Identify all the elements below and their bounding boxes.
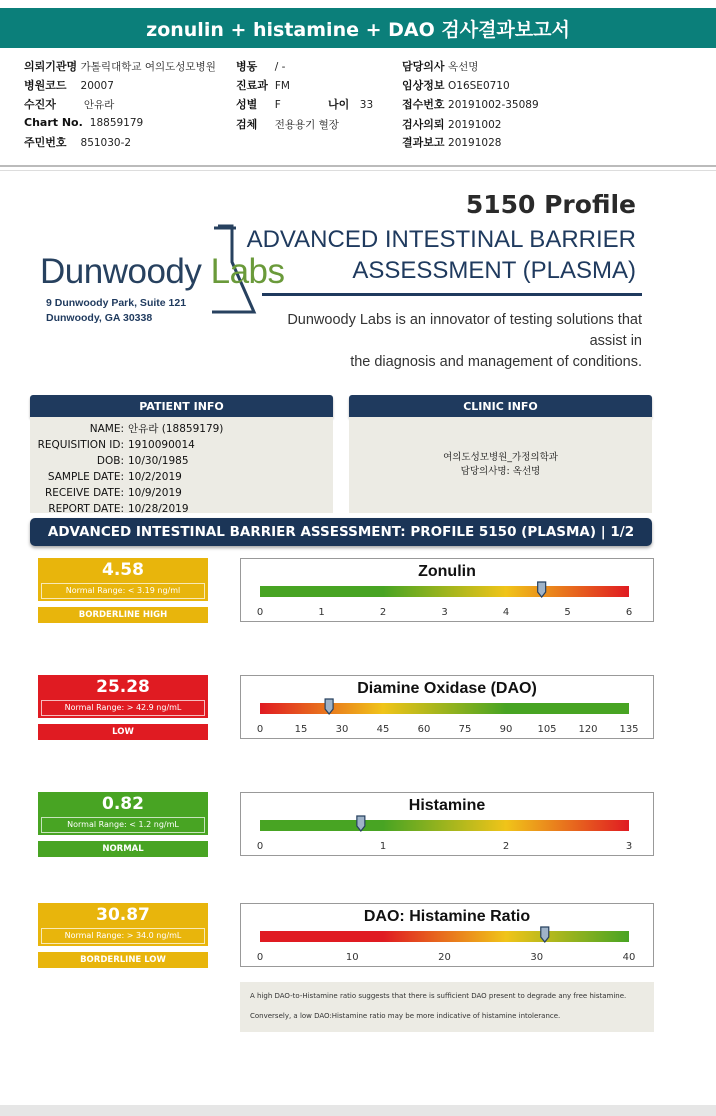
- patient-info-value: 1910090014: [128, 439, 195, 451]
- result-value: 30.87: [96, 905, 150, 925]
- gauge-title: Histamine: [408, 797, 486, 814]
- patient-info-row: [30, 469, 333, 485]
- ward-value: / -: [274, 61, 286, 73]
- result-normal-range: Normal Range: < 3.19 ng/ml: [41, 583, 205, 599]
- hospital-code-label: 병원코드: [24, 79, 67, 92]
- result-status-badge: LOW: [38, 724, 208, 740]
- gauge-title: Zonulin: [418, 563, 476, 580]
- department-label: 진료과: [236, 79, 268, 92]
- age-field: [328, 96, 373, 112]
- institution-label: 의뢰기관명: [24, 60, 78, 73]
- result-value-box: [38, 903, 208, 946]
- gauge-tick-label: 120: [578, 724, 598, 735]
- clinic-name: 여의도성모병원_가정의학과: [443, 452, 558, 463]
- result-value: 4.58: [102, 560, 144, 580]
- gauge-chart: [240, 675, 654, 739]
- specimen-label: 검체: [236, 118, 258, 131]
- footer-bar: [0, 1105, 716, 1116]
- resident-no-label: 주민번호: [24, 136, 67, 149]
- result-value-box: [38, 675, 208, 718]
- gauge-tick-label: 10: [345, 952, 359, 963]
- patient-info-value: 안유라 (18859179): [128, 423, 224, 435]
- receipt-no-value: 20191002-35089: [448, 99, 539, 111]
- patient-info-row: [30, 453, 333, 469]
- patient-field: [24, 96, 114, 112]
- patient-info-heading: PATIENT INFO: [30, 395, 333, 417]
- clinical-info-value: O16SE0710: [448, 80, 510, 92]
- specimen-value: 전용용기 혈장: [274, 119, 339, 131]
- doctor-field: [402, 58, 478, 74]
- test-request-label: 검사의뢰: [402, 118, 445, 131]
- gauge-tick-label: 15: [294, 724, 308, 735]
- patient-label: 수진자: [24, 98, 56, 111]
- result-value-box: [38, 558, 208, 601]
- result-report-value: 20191028: [448, 137, 502, 149]
- chart-no-value: 18859179: [89, 117, 144, 129]
- department-field: [236, 77, 290, 93]
- result-value: 0.82: [102, 794, 144, 814]
- patient-info-value: 10/28/2019: [128, 503, 189, 515]
- gauge-tick-label: 1: [318, 607, 325, 618]
- patient-info-label: SAMPLE DATE:: [47, 471, 124, 483]
- gauge-tick-label: 1: [379, 841, 387, 852]
- assessment-banner: ADVANCED INTESTINAL BARRIER ASSESSMENT: PROFILE 5150 (PLASMA) | 1/2: [30, 518, 652, 546]
- header-divider: [0, 165, 716, 167]
- clinic-info-heading: CLINIC INFO: [349, 395, 652, 417]
- ratio-note: [240, 982, 654, 1032]
- logo-word-dunwoody: Dunwoody: [40, 252, 211, 291]
- hospital-code-value: 20007: [80, 80, 114, 92]
- tagline-line1: Dunwoody Labs is an innovator of testing solutions that assist in: [287, 312, 642, 349]
- patient-info-label: REQUISITION ID:: [37, 439, 124, 451]
- gauge-tick-label: 90: [499, 724, 513, 735]
- lab-address-line2: Dunwoody, GA 30338: [46, 312, 153, 324]
- receipt-no-label: 접수번호: [402, 98, 445, 111]
- clinic-doctor: 담당의사명: 옥선명: [460, 466, 541, 477]
- gauge-chart: [240, 792, 654, 856]
- result-value-box: [38, 792, 208, 835]
- result-report-field: [402, 134, 501, 150]
- gauge-title: DAO: Histamine Ratio: [363, 908, 531, 925]
- profile-subtitle-line1: ADVANCED INTESTINAL BARRIER: [246, 226, 636, 253]
- patient-info-label: RECEIVE DATE:: [44, 487, 124, 499]
- ward-label: 병동: [236, 60, 258, 73]
- gauge-tick-label: 40: [622, 952, 636, 963]
- result-card: [38, 558, 208, 623]
- result-normal-range: Normal Range: < 1.2 ng/mL: [41, 817, 205, 833]
- gauge-tick-label: 0: [256, 607, 264, 618]
- result-normal-range: Normal Range: > 34.0 ng/mL: [41, 928, 205, 944]
- result-status-badge: BORDERLINE HIGH: [38, 607, 208, 623]
- patient-info-row: [30, 421, 333, 437]
- patient-info-row: [30, 501, 333, 517]
- patient-info-row: [30, 485, 333, 501]
- gauge-tick-label: 3: [441, 607, 448, 618]
- result-value: 25.28: [96, 677, 150, 697]
- tagline-line2: the diagnosis and management of conditions.: [350, 354, 642, 370]
- gauge-tick-label: 2: [502, 841, 510, 852]
- ratio-note-line2: Conversely, a low DAO:Histamine ratio may be more indicative of histamine intolerance.: [250, 1012, 561, 1020]
- gauge-tick-label: 0: [256, 952, 264, 963]
- gauge-tick-label: 75: [458, 724, 472, 735]
- sex-label: 성별: [236, 98, 258, 111]
- gauge-bar: [260, 820, 629, 831]
- specimen-field: [236, 116, 339, 132]
- patient-info-label: REPORT DATE:: [48, 503, 124, 515]
- patient-info-label: NAME:: [89, 423, 124, 435]
- patient-value: 안유라: [83, 99, 115, 111]
- patient-info-value: 10/9/2019: [128, 487, 182, 499]
- lab-tagline: [262, 310, 642, 373]
- logo-word-labs: Labs: [210, 252, 285, 291]
- report-title: zonulin + histamine + DAO 검사결과보고서: [0, 8, 716, 48]
- gauge-svg: [241, 904, 655, 968]
- gauge-bar: [260, 703, 629, 714]
- gauge-tick-label: 4: [502, 607, 510, 618]
- gauge-tick-label: 0: [256, 724, 264, 735]
- chart-no-field: [24, 116, 143, 129]
- result-card: [38, 792, 208, 857]
- age-label: 나이: [328, 98, 350, 111]
- gauge-svg: [241, 559, 655, 623]
- gauge-tick-label: 0: [256, 841, 264, 852]
- patient-info-label: DOB:: [96, 455, 124, 467]
- chart-no-label: Chart No.: [24, 116, 83, 129]
- sex-value: F: [274, 99, 281, 111]
- resident-no-value: 851030-2: [80, 137, 132, 149]
- logo-rule-divider: [262, 293, 642, 296]
- gauge-tick-label: 105: [537, 724, 557, 735]
- gauge-tick-label: 30: [335, 724, 349, 735]
- clinic-info-panel: [349, 417, 652, 513]
- ward-field: [236, 58, 285, 74]
- result-status-badge: BORDERLINE LOW: [38, 952, 208, 968]
- patient-info-value: 10/30/1985: [128, 455, 189, 467]
- gauge-bar: [260, 931, 629, 942]
- gauge-tick-label: 2: [379, 607, 387, 618]
- receipt-no-field: [402, 96, 539, 112]
- patient-info-value: 10/2/2019: [128, 471, 182, 483]
- gauge-tick-label: 60: [417, 724, 431, 735]
- patient-info-panel: [30, 417, 333, 513]
- gauge-tick-label: 5: [564, 607, 571, 618]
- ratio-note-line1: A high DAO-to-Histamine ratio suggests that there is sufficient DAO present to degrade any free histamine.: [250, 992, 627, 1000]
- lab-address: [46, 296, 186, 326]
- clinical-info-label: 임상정보: [402, 79, 445, 92]
- profile-title: 5150 Profile: [465, 190, 636, 219]
- result-card: [38, 903, 208, 968]
- gauge-tick-label: 20: [438, 952, 451, 963]
- result-status-badge: NORMAL: [38, 841, 208, 857]
- gauge-tick-label: 6: [625, 607, 633, 618]
- clinical-info-field: [402, 77, 510, 93]
- test-request-value: 20191002: [448, 119, 502, 131]
- age-value: 33: [359, 99, 374, 111]
- gauge-bar: [260, 586, 629, 597]
- gauge-svg: [241, 676, 655, 740]
- result-report-label: 결과보고: [402, 136, 445, 149]
- gauge-tick-label: 45: [376, 724, 390, 735]
- lab-logo-name: [40, 252, 285, 292]
- hospital-code-field: [24, 77, 114, 93]
- doctor-value: 옥선명: [448, 61, 479, 73]
- sex-field: [236, 96, 281, 112]
- institution-field: [24, 58, 216, 74]
- doctor-label: 담당의사: [402, 60, 445, 73]
- gauge-title: Diamine Oxidase (DAO): [357, 680, 537, 697]
- patient-info-row: [30, 437, 333, 453]
- gauge-chart: [240, 903, 654, 967]
- institution-value: 가톨릭대학교 여의도성모병원: [80, 61, 216, 73]
- result-card: [38, 675, 208, 740]
- gauge-svg: [241, 793, 655, 857]
- result-normal-range: Normal Range: > 42.9 ng/mL: [41, 700, 205, 716]
- test-request-field: [402, 116, 501, 132]
- gauge-tick-label: 135: [619, 724, 639, 735]
- gauge-tick-label: 30: [530, 952, 544, 963]
- gauge-tick-label: 3: [625, 841, 633, 852]
- lab-address-line1: 9 Dunwoody Park, Suite 121: [46, 297, 187, 309]
- resident-no-field: [24, 134, 131, 150]
- department-value: FM: [274, 80, 290, 92]
- header-divider-thin: [0, 170, 716, 171]
- gauge-chart: [240, 558, 654, 622]
- profile-subtitle-line2: ASSESSMENT (PLASMA): [352, 257, 636, 284]
